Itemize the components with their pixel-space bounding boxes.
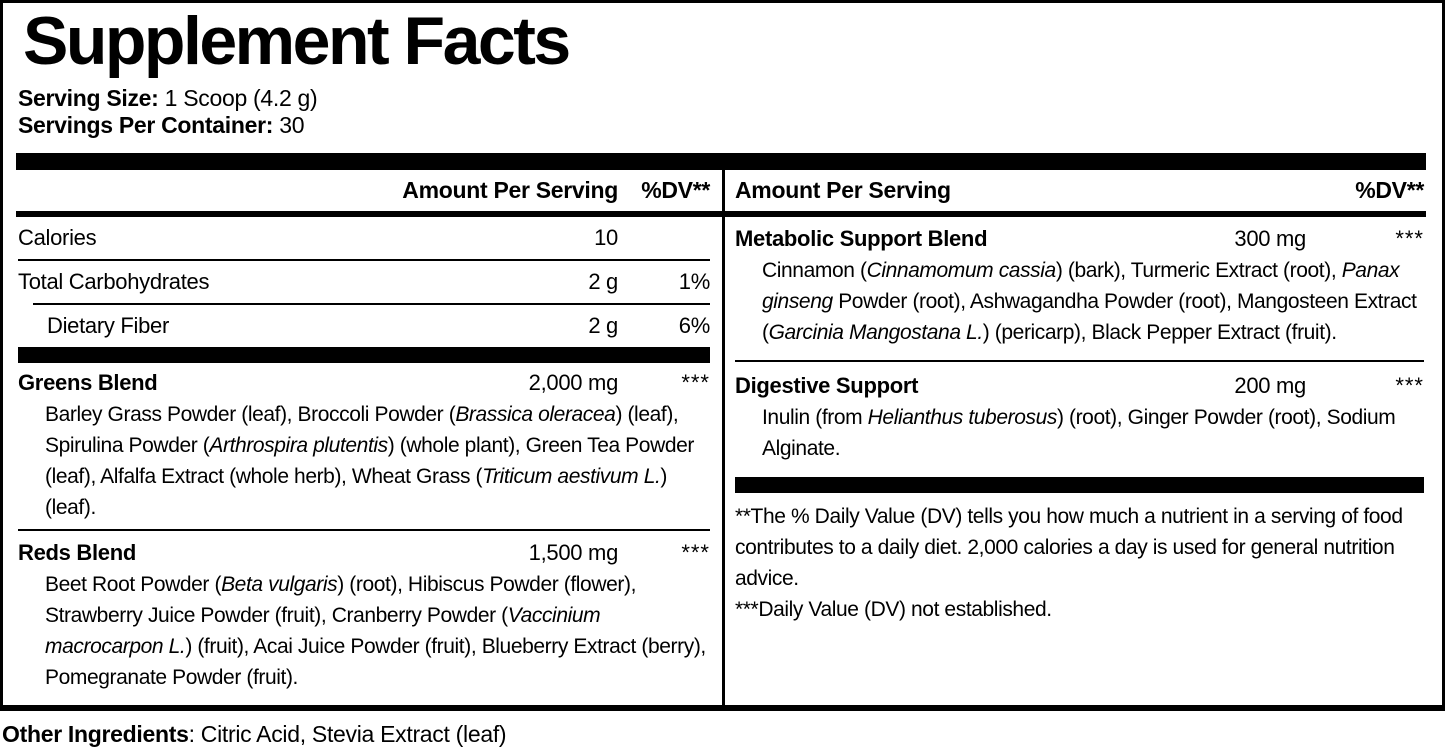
row-rule: [735, 360, 1424, 362]
footnote-thick-rule: [735, 477, 1424, 493]
servings-per-container-line: [18, 112, 1442, 139]
nutrient-dv: 1%: [678, 269, 710, 294]
table-row-total-carbohydrates: [18, 261, 710, 303]
nutrient-amount: 2 g: [588, 269, 618, 294]
nutrient-name: Calories: [18, 225, 97, 250]
right-amount-per-serving-header: Amount Per Serving: [735, 177, 951, 203]
serving-info: [18, 85, 1442, 139]
nutrient-name: Total Carbohydrates: [18, 269, 210, 294]
blend-ingredients-greens: Barley Grass Powder (leaf), Broccoli Powder (Brassica oleracea) (leaf), Spirulina Powder (Arthrospira plutentis) (whole plant), Green Tea Powder (leaf), Alfalfa Extract (whole herb), Wheat Grass (Triticum aestivum L.) (leaf).: [45, 403, 694, 519]
left-amount-per-serving-header: Amount Per Serving: [402, 177, 618, 203]
blend-ingredients-reds: Beet Root Powder (Beta vulgaris) (root), Hibiscus Powder (flower), Strawberry Juice Powder (fruit), Cranberry Powder (Vaccinium macrocarpon L.) (fruit), Acai Juice Powder (fruit), Blueberry Extract (berry), Pomegranate Powder (fruit).: [45, 573, 706, 689]
nutrient-amount: 2 g: [588, 313, 618, 338]
dv-footnote: **The % Daily Value (DV) tells you how much a nutrient in a serving of food contributes to a daily diet. 2,000 calories a day is used for general nutrition advice.: [735, 505, 1403, 590]
blend-ingredients-digestive: Inulin (from Helianthus tuberosus) (root), Ginger Powder (root), Sodium Alginate.: [762, 406, 1396, 460]
right-column-header: [723, 177, 1442, 204]
nutrient-amount: 10: [594, 225, 618, 250]
blend-amount: 2,000 mg: [528, 370, 618, 395]
left-column-header: [3, 177, 723, 204]
serving-size-value: 1 Scoop (4.2 g): [158, 85, 318, 111]
servings-per-container-label: Servings Per Container:: [18, 112, 274, 138]
serving-size-label: Serving Size:: [18, 85, 159, 111]
other-ingredients-line: [2, 721, 1445, 748]
servings-per-container-value: 30: [273, 112, 305, 138]
footnotes: [735, 501, 1424, 625]
blend-dv: ***: [681, 540, 710, 565]
row-rule: [18, 529, 710, 531]
section-thick-rule: [18, 347, 710, 363]
dv-not-established-footnote: ***Daily Value (DV) not established.: [735, 598, 1052, 621]
blend-name: Metabolic Support Blend: [735, 226, 988, 251]
top-thick-rule: [16, 153, 1426, 170]
blend-name: Reds Blend: [18, 540, 137, 565]
left-column: [3, 217, 723, 693]
page-title: Supplement Facts: [23, 3, 569, 79]
blend-row-digestive-support: [735, 370, 1424, 402]
blend-row-metabolic-support: [735, 223, 1424, 255]
nutrient-name: Dietary Fiber: [47, 313, 170, 338]
blend-dv: ***: [1395, 226, 1424, 251]
other-ingredients-label: Other Ingredients: [2, 721, 189, 747]
serving-size-line: [18, 85, 1442, 112]
column-divider-rule: [722, 156, 725, 708]
blend-name: Digestive Support: [735, 373, 919, 398]
right-dv-header: %DV**: [1355, 177, 1424, 203]
nutrient-dv: 6%: [678, 313, 710, 338]
blend-amount: 1,500 mg: [528, 540, 618, 565]
blend-amount: 300 mg: [1234, 226, 1306, 251]
blend-dv: ***: [1395, 373, 1424, 398]
blend-ingredients-metabolic: Cinnamon (Cinnamomum cassia) (bark), Turmeric Extract (root), Panax ginseng Powder (root), Ashwagandha Powder (root), Mangosteen Extract (Garcinia Mangostana L.) (pericarp), Black Pepper Extract (fruit).: [762, 259, 1417, 344]
table-row-dietary-fiber: [18, 305, 710, 347]
other-ingredients-value: : Citric Acid, Stevia Extract (leaf): [188, 721, 507, 747]
table-row-calories: [18, 217, 710, 259]
blend-row-reds: [18, 537, 710, 569]
blend-row-greens: [18, 367, 710, 399]
blend-amount: 200 mg: [1234, 373, 1306, 398]
blend-dv: ***: [681, 370, 710, 395]
blend-name: Greens Blend: [18, 370, 158, 395]
right-column: [723, 217, 1442, 693]
left-dv-header: %DV**: [641, 177, 710, 203]
